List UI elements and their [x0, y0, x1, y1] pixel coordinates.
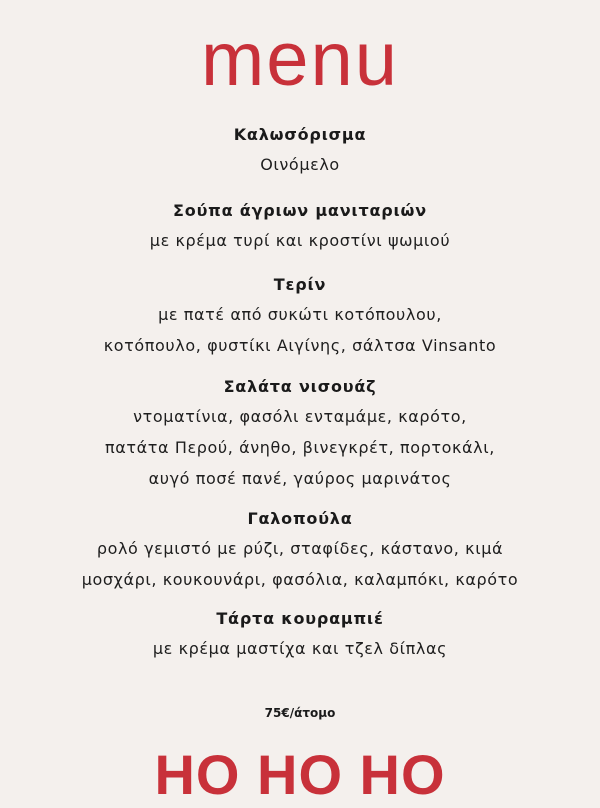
course-name: Γαλοπούλα [247, 509, 353, 528]
course-name: Τάρτα κουραμπιέ [216, 609, 384, 628]
course-description-line: με πατέ από συκώτι κοτόπουλου, [158, 305, 442, 324]
menu-title: menu [200, 17, 400, 102]
course-description-line: πατάτα Περού, άνηθο, βινεγκρέτ, πορτοκάλι, [105, 438, 495, 457]
course-name: Σαλάτα νισουάζ [223, 377, 377, 396]
course-description-line: Οινόμελο [260, 155, 340, 174]
course-description-line: μοσχάρι, κουκουνάρι, φασόλια, καλαμπόκι, καρότο [81, 570, 519, 589]
price-per-person: 75€/άτομο [264, 706, 336, 720]
course-description-line: αυγό ποσέ πανέ, γαύρος μαρινάτος [148, 469, 452, 488]
course-name: Τερίν [273, 275, 327, 294]
course-name: Σούπα άγριων μανιταριών [173, 201, 427, 220]
course-description-line: ρολό γεμιστό με ρύζι, σταφίδες, κάστανο, κιμά [96, 539, 504, 558]
course-description-line: ντοματίνια, φασόλι ενταμάμε, καρότο, [133, 407, 467, 426]
course-turkey [0, 508, 600, 595]
ho-ho-ho-slogan: HO HO HO [154, 743, 446, 806]
course-soup [0, 200, 600, 256]
course-description-line: κοτόπουλο, φυστίκι Αιγίνης, σάλτσα Vinsanto [103, 336, 497, 355]
course-description-line: με κρέμα τυρί και κροστίνι ψωμιού [149, 231, 451, 250]
course-terrine [0, 274, 600, 361]
course-name: Καλωσόρισμα [233, 125, 367, 144]
course-tart [0, 608, 600, 664]
course-nicoise-salad [0, 376, 600, 494]
course-description-line: με κρέμα μαστίχα και τζελ δίπλας [152, 639, 448, 658]
course-welcome [0, 124, 600, 180]
